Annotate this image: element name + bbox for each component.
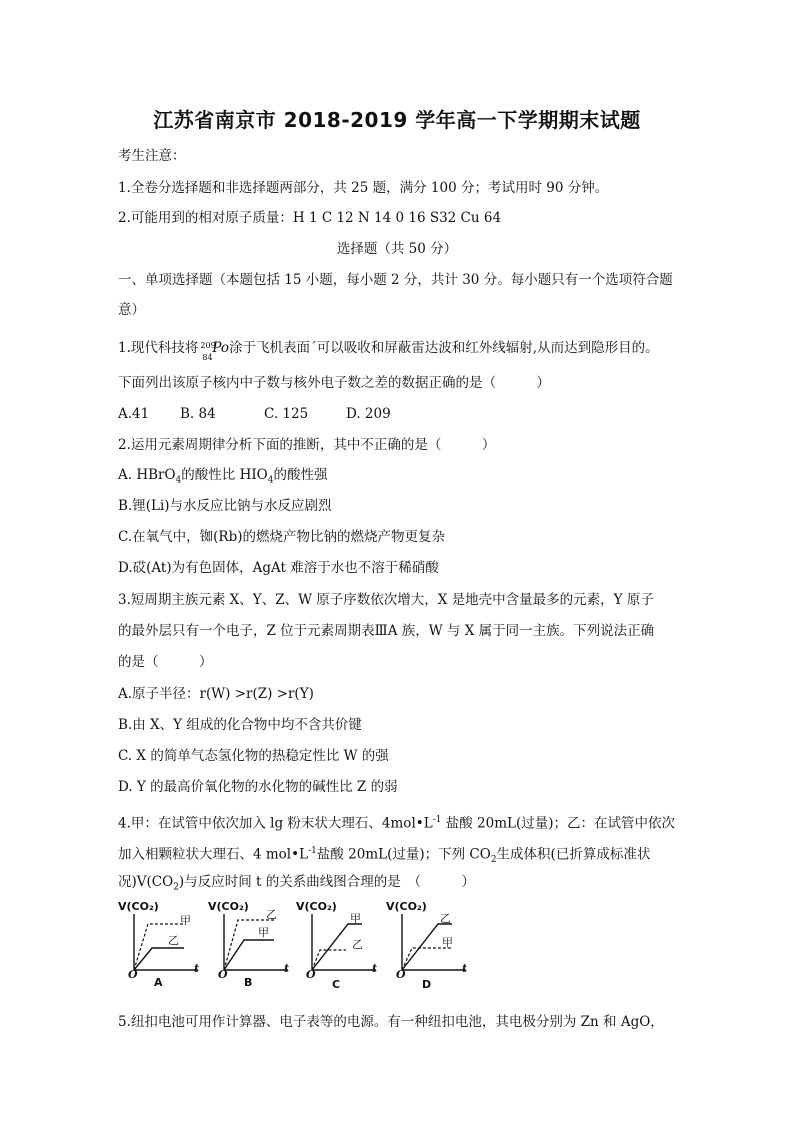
q1-option-d[interactable]: D. 209 — [346, 406, 391, 422]
graph-c-label-jia: 甲 — [350, 912, 361, 925]
q4-l2-sup: -1 — [308, 846, 317, 856]
q4-stem-line2 — [118, 841, 650, 870]
q1-rest: 涂于飞机表面´可以吸收和屏蔽雷达波和红外线辐射,从而达到隐形目的。 — [229, 340, 659, 356]
note-1: 1.全卷分选择题和非选择题两部分，共 25 题，满分 100 分；考试用时 90 分钟。 — [118, 180, 609, 196]
q4-l2-text3: 生成体积(已折算成标准状 — [496, 846, 651, 863]
graph-b-origin: O — [218, 968, 228, 981]
po-atomic-number: 84 — [202, 353, 213, 362]
q1-stem-line1 — [118, 338, 659, 362]
q4-l2-text2: 盐酸 20mL(过量)；下列 CO — [316, 846, 491, 863]
graph-a-curve-yi — [134, 948, 184, 970]
graph-d-label-jia: 甲 — [442, 936, 453, 949]
q2-a-text2: 的酸性比 HIO — [181, 467, 268, 483]
page-title: 江苏省南京市 2018-2019 学年高一下学期期末试题 — [153, 108, 641, 132]
graph-c-letter: C — [332, 978, 341, 991]
q2-a-text1: A. HBrO — [118, 467, 176, 483]
graph-d-origin: O — [396, 968, 406, 981]
q3-option-a[interactable]: A.原子半径：r(W) >r(Z) >r(Y) — [118, 686, 314, 702]
graph-b-label-yi: 乙 — [266, 908, 277, 921]
part1-instructions-line2: 意） — [118, 302, 145, 318]
graph-d-letter: D — [422, 978, 432, 991]
q1-options — [118, 404, 391, 424]
q3-stem-line1: 3.短周期主族元素 X、Y、Z、W 原子序数依次增大，X 是地壳中含量最多的元素，Y 原子 — [118, 592, 654, 608]
graph-b-ylabel: V(CO₂) — [208, 900, 249, 913]
graph-a[interactable] — [118, 898, 202, 998]
q2-option-d[interactable]: D.砹(At)为有色固体，AgAt 难溶于水也不溶于稀硝酸 — [118, 560, 439, 576]
graph-a-xlabel: t — [194, 962, 200, 975]
q4-l1-text1: 4.甲：在试管中依次加入 lg 粉末状大理石、4mol•L — [118, 815, 433, 832]
notes-header: 考生注意： — [118, 148, 186, 164]
graph-d-ylabel: V(CO₂) — [386, 900, 427, 913]
graph-d-curve-jia — [402, 948, 452, 970]
note-2: 2.可能用到的相对原子质量：H 1 C 12 N 14 0 16 S32 Cu 64 — [118, 210, 502, 226]
q4-l3-text2: )与反应时间 t 的关系曲线图合理的是 （ ） — [178, 874, 475, 890]
graph-a-letter: A — [154, 976, 163, 989]
q4-graphs — [118, 898, 478, 998]
q1-option-c[interactable]: C. 125 — [264, 406, 309, 422]
graph-a-ylabel: V(CO₂) — [118, 900, 159, 913]
q4-l3-sub: 2 — [173, 882, 179, 893]
q4-l2-text1: 加入相颗粒状大理石、4 mol•L — [118, 846, 309, 863]
q4-stem-line1 — [118, 810, 675, 834]
q4-stem-line3 — [118, 872, 475, 898]
q2-a-text3: 的酸性强 — [273, 467, 328, 483]
q3-stem-line2: 的最外层只有一个电子，Z 位于元素周期表ⅢA 族，W 与 X 属于同一主族。下列说法正确 — [118, 623, 655, 639]
q2-option-a[interactable] — [118, 465, 327, 491]
graph-a-origin: O — [128, 968, 138, 981]
graph-b-letter: B — [244, 976, 253, 989]
graph-c-xlabel: t — [372, 962, 378, 975]
q1-stem-line2: 下面列出该原子核内中子数与核外电子数之差的数据正确的是（ ） — [118, 375, 550, 391]
q2-a-sub1: 4 — [175, 475, 182, 486]
section-heading: 选择题（共 50 分） — [336, 241, 458, 257]
graph-c-origin: O — [306, 968, 316, 981]
q3-option-b[interactable]: B.由 X、Y 组成的化合物中均不含共价键 — [118, 717, 362, 733]
q3-stem-line3: 的是（ ） — [118, 654, 213, 670]
graph-d[interactable] — [386, 898, 470, 998]
q4-l1-text2: 盐酸 20mL(过量)；乙：在试管中依次 — [441, 815, 676, 832]
q4-l2-sub: 2 — [490, 855, 497, 866]
q1-option-a[interactable]: A.41 — [118, 406, 150, 422]
graph-c-curve-yi — [312, 950, 346, 970]
q1-option-b[interactable]: B. 84 — [180, 406, 216, 422]
q2-option-c[interactable]: C.在氧气中，铷(Rb)的燃烧产物比钠的燃烧产物更复杂 — [118, 529, 445, 545]
q1-prefix: 1.现代科技将 — [118, 340, 199, 356]
graph-c[interactable] — [296, 898, 380, 998]
graph-c-label-yi: 乙 — [352, 938, 363, 951]
part1-instructions-line1: 一、单项选择题（本题包括 15 小题，每小题 2 分，共计 30 分。每小题只有一个选项符合题 — [118, 272, 673, 288]
graph-b[interactable] — [208, 898, 292, 998]
graph-d-label-yi: 乙 — [440, 912, 451, 925]
graph-a-label-yi: 乙 — [168, 934, 179, 947]
graph-c-ylabel: V(CO₂) — [296, 900, 337, 913]
po-mass-number: 209 — [200, 341, 216, 350]
graph-d-xlabel: t — [462, 962, 468, 975]
graph-a-label-jia: 甲 — [180, 914, 191, 927]
po-nuclide — [198, 338, 216, 362]
q2-stem: 2.运用元素周期律分析下面的推断，其中不正确的是（ ） — [118, 437, 496, 453]
q5-stem-line1: 5.纽扣电池可用作计算器、电子表等的电源。有一种纽扣电池，其电极分别为 Zn 和 AgO， — [118, 1014, 664, 1030]
q2-a-sub2: 4 — [267, 475, 274, 486]
po-symbol: Po — [212, 340, 230, 356]
graph-b-xlabel: t — [284, 962, 290, 975]
q2-option-b[interactable]: B.锂(Li)与水反应比钠与水反应剧烈 — [118, 498, 332, 514]
q4-l1-sup: -1 — [432, 815, 442, 825]
graph-b-label-jia: 甲 — [258, 926, 269, 939]
q4-l3-text1: 况)V(CO — [118, 874, 174, 890]
q3-option-d[interactable]: D. Y 的最高价氧化物的水化物的碱性比 Z 的弱 — [118, 779, 398, 795]
q3-option-c[interactable]: C. X 的简单气态氢化物的热稳定性比 W 的强 — [118, 748, 389, 764]
